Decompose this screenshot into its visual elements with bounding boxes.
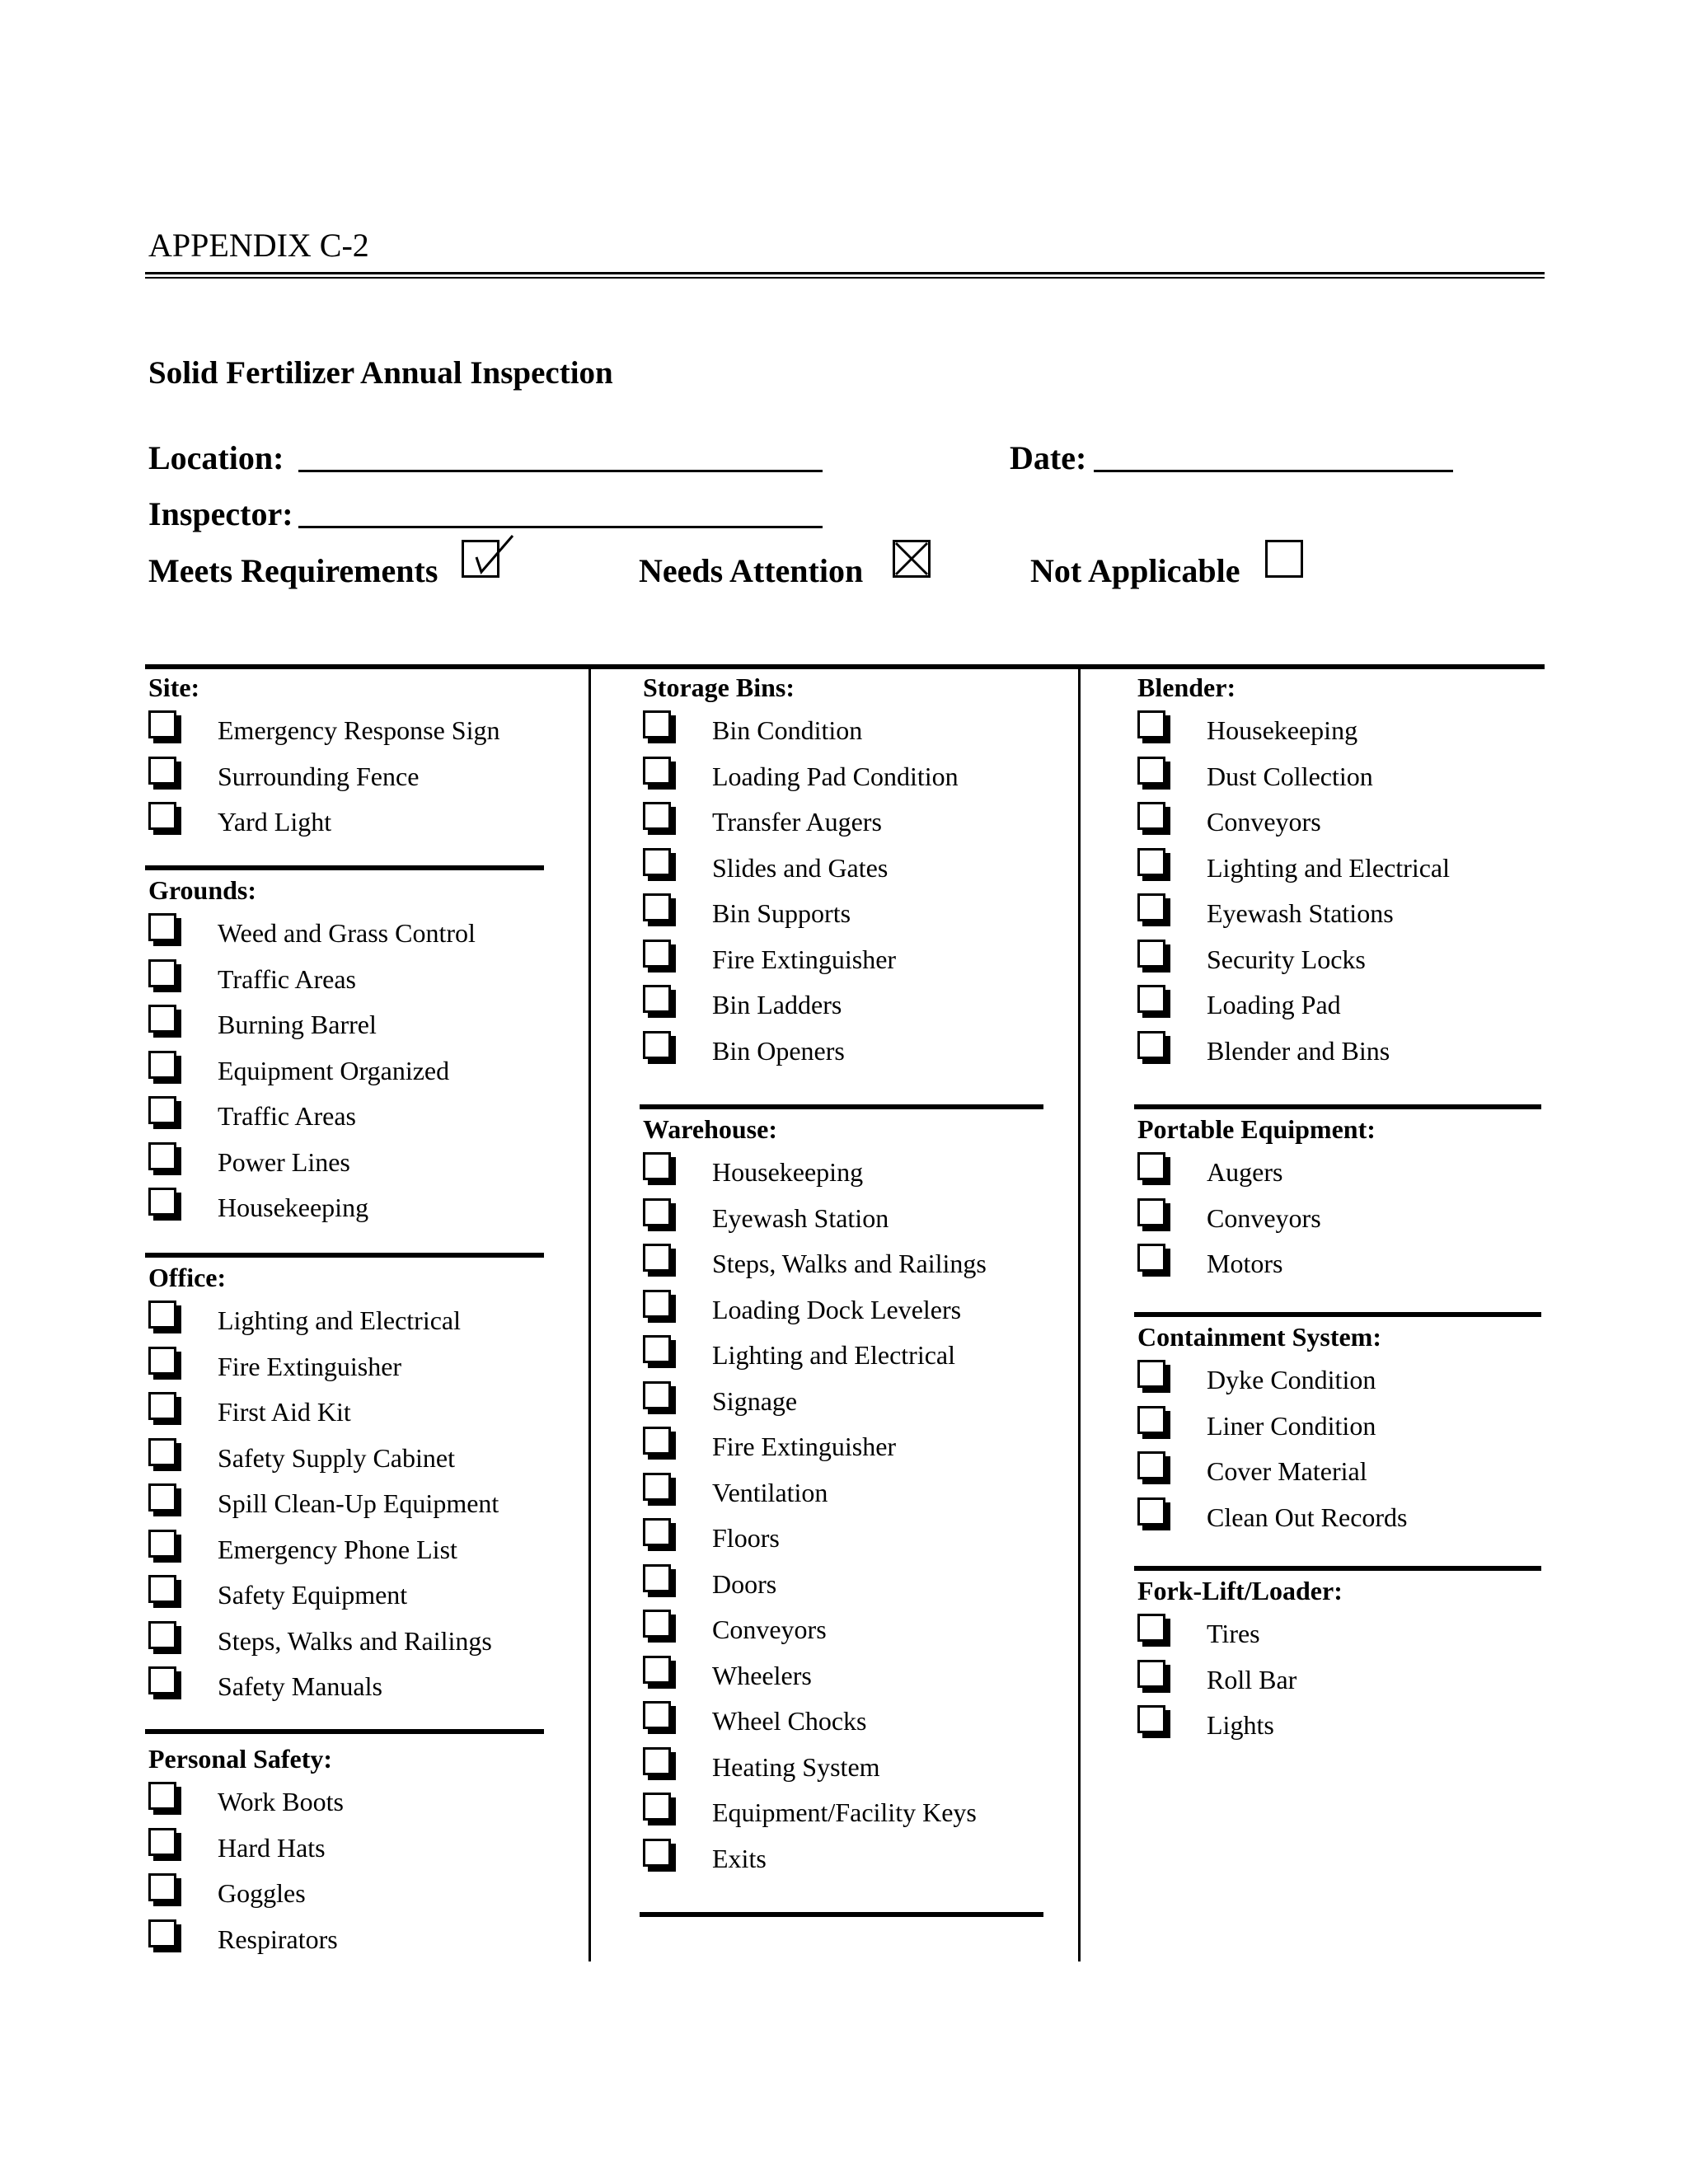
checkbox-icon[interactable] [1137,1614,1165,1642]
checklist-item[interactable]: Burning Barrel [148,1005,544,1051]
date-label: Date: [1010,439,1087,476]
inspector-label: Inspector: [148,495,293,532]
checkbox-icon[interactable] [1137,802,1165,830]
section-grounds [148,870,544,1253]
checkbox-icon[interactable] [643,1839,671,1867]
checkbox-icon[interactable] [1137,1497,1165,1526]
checklist-item[interactable]: Dyke Condition [1137,1360,1541,1406]
section-storage-bins [643,674,1047,1104]
section-title: Site: [148,673,200,702]
checkbox-icon[interactable] [643,1564,671,1592]
checklist-item[interactable]: Spill Clean-Up Equipment [148,1483,544,1530]
checklist-item[interactable]: Roll Bar [1137,1660,1541,1706]
checkbox-icon[interactable] [148,1530,176,1558]
checklist-item[interactable]: Bin Condition [643,710,1047,757]
checklist-item[interactable]: Fire Extinguisher [643,1427,1047,1473]
section-title: Fork-Lift/Loader: [1137,1576,1343,1605]
header-rule-lower [145,277,1545,279]
header-rule [145,272,1545,274]
checklist-item[interactable]: Bin Supports [643,893,1047,940]
checkbox-icon[interactable] [1137,757,1165,785]
checkbox-icon[interactable] [643,893,671,921]
checklist-item[interactable]: Work Boots [148,1782,544,1828]
checkbox-icon[interactable] [1137,1152,1165,1180]
checklist-item[interactable]: Power Lines [148,1142,544,1188]
checklist-item[interactable]: Conveyors [1137,802,1541,848]
section-title: Storage Bins: [643,673,795,702]
checklist-item[interactable]: Lights [1137,1705,1541,1751]
checklist-item[interactable]: Traffic Areas [148,959,544,1005]
checklist-item[interactable]: Safety Equipment [148,1575,544,1621]
checkbox-icon[interactable] [1137,1705,1165,1733]
legend-check-icon [462,540,499,578]
section-rule [640,1912,1043,1917]
section-title: Blender: [1137,673,1236,702]
section-blender [1137,674,1541,1104]
checkbox-icon[interactable] [148,959,176,987]
checklist-item[interactable]: Eyewash Station [643,1198,1047,1244]
checklist-item[interactable]: Liner Condition [1137,1406,1541,1452]
checklist-item[interactable]: Housekeeping [148,1188,544,1234]
checklist-item[interactable]: Conveyors [643,1610,1047,1656]
checklist-item[interactable]: Transfer Augers [643,802,1047,848]
checkbox-icon[interactable] [1137,1360,1165,1388]
checklist-item[interactable]: Safety Manuals [148,1666,544,1713]
checklist-item[interactable]: Steps, Walks and Railings [148,1621,544,1667]
checkbox-icon[interactable] [643,1701,671,1729]
checkbox-icon[interactable] [643,1610,671,1638]
checkbox-icon[interactable] [643,1473,671,1501]
checklist-item[interactable]: Lighting and Electrical [643,1335,1047,1381]
checklist-item[interactable]: Lighting and Electrical [148,1301,544,1347]
checklist-item[interactable]: Fire Extinguisher [148,1347,544,1393]
table-top-rule [145,664,1545,669]
section-personal-safety [148,1734,544,1965]
legend-meets-label: Meets Requirements [148,552,438,589]
checkbox-icon[interactable] [148,1096,176,1124]
checklist-item[interactable]: Blender and Bins [1137,1031,1541,1077]
checkbox-icon[interactable] [148,1005,176,1033]
checklist-item[interactable]: Exits [643,1839,1047,1885]
checkbox-icon[interactable] [1137,1451,1165,1479]
checkbox-icon[interactable] [1137,848,1165,876]
checklist-item[interactable]: Loading Pad Condition [643,757,1047,803]
checkbox-icon[interactable] [643,1031,671,1059]
checkbox-icon[interactable] [1137,985,1165,1013]
checkbox-icon[interactable] [643,985,671,1013]
checkbox-icon[interactable] [1137,710,1165,738]
checklist-item[interactable]: Traffic Areas [148,1096,544,1142]
checklist-item[interactable]: Loading Pad [1137,985,1541,1031]
checkbox-icon[interactable] [643,1198,671,1226]
checkbox-icon[interactable] [1137,940,1165,968]
checkbox-icon[interactable] [643,1381,671,1409]
checklist-item[interactable]: Steps, Walks and Railings [643,1244,1047,1290]
checkbox-icon[interactable] [643,1427,671,1455]
checkbox-icon[interactable] [148,1438,176,1466]
checkbox-icon[interactable] [1137,1660,1165,1688]
checklist-item[interactable]: Cover Material [1137,1451,1541,1497]
checkbox-icon[interactable] [643,1793,671,1821]
checklist-item[interactable]: Lighting and Electrical [1137,848,1541,894]
checkbox-icon[interactable] [148,1347,176,1375]
checkbox-icon[interactable] [643,1518,671,1546]
checkbox-icon[interactable] [148,1392,176,1420]
checkbox-icon[interactable] [148,1873,176,1901]
checklist-item[interactable]: Equipment/Facility Keys [643,1793,1047,1839]
checklist-item[interactable]: Motors [1137,1244,1541,1290]
checklist-item[interactable]: Emergency Phone List [148,1530,544,1576]
checkbox-icon[interactable] [148,802,176,830]
column-2 [643,674,1047,1917]
checklist-item[interactable]: Eyewash Stations [1137,893,1541,940]
checklist-item[interactable]: Bin Ladders [643,985,1047,1031]
section-title: Personal Safety: [148,1744,333,1774]
checklist-item[interactable]: Fire Extinguisher [643,940,1047,986]
checkbox-icon[interactable] [643,1335,671,1363]
date-field[interactable] [1094,470,1453,472]
checkbox-icon[interactable] [643,1656,671,1684]
checkbox-icon[interactable] [148,913,176,941]
section-office [148,1258,544,1729]
checkbox-icon[interactable] [1137,1406,1165,1434]
checkbox-icon[interactable] [148,1188,176,1216]
legend-needs-label: Needs Attention [639,552,864,589]
checkbox-icon[interactable] [148,1142,176,1170]
checklist-item[interactable]: Safety Supply Cabinet [148,1438,544,1484]
checklist-item[interactable]: Clean Out Records [1137,1497,1541,1544]
checkbox-icon[interactable] [148,1051,176,1079]
checklist-item[interactable]: Surrounding Fence [148,757,544,803]
checkbox-icon[interactable] [643,1152,671,1180]
checklist-item[interactable]: Wheelers [643,1656,1047,1702]
checklist-item[interactable]: Tires [1137,1614,1541,1660]
section-warehouse [643,1109,1047,1912]
legend-x-icon [893,540,931,578]
section-fork-lift-loader [1137,1571,1541,1751]
checklist-item[interactable]: Signage [643,1381,1047,1427]
checklist-item[interactable]: Dust Collection [1137,757,1541,803]
legend-empty-icon [1265,540,1303,578]
checkbox-icon[interactable] [643,1244,671,1272]
appendix-label: APPENDIX C-2 [148,227,369,264]
checklist-item[interactable]: Respirators [148,1919,544,1966]
location-label: Location: [148,439,284,476]
document-title: Solid Fertilizer Annual Inspection [148,355,613,391]
checkbox-icon[interactable] [148,1828,176,1856]
checklist-item[interactable]: Slides and Gates [643,848,1047,894]
checklist-item[interactable]: Security Locks [1137,940,1541,986]
checklist-item[interactable]: Equipment Organized [148,1051,544,1097]
section-title: Containment System: [1137,1322,1381,1352]
section-portable-equipment [1137,1109,1541,1312]
checkbox-icon[interactable] [148,1575,176,1603]
checklist-item[interactable]: Housekeeping [643,1152,1047,1198]
checklist-item[interactable]: Emergency Response Sign [148,710,544,757]
checkbox-icon[interactable] [643,710,671,738]
column-divider-2 [1078,668,1081,1961]
checkbox-icon[interactable] [643,1290,671,1318]
checklist-item[interactable]: Augers [1137,1152,1541,1198]
section-title: Office: [148,1263,227,1292]
legend-na-label: Not Applicable [1030,552,1240,589]
checklist-item[interactable]: Weed and Grass Control [148,913,544,959]
section-site [148,674,544,865]
checklist-item[interactable]: Goggles [148,1873,544,1919]
column-1 [148,674,544,1965]
checkbox-icon[interactable] [1137,1198,1165,1226]
checkbox-icon[interactable] [148,1301,176,1329]
checkbox-icon[interactable] [148,1782,176,1810]
checklist-item[interactable]: First Aid Kit [148,1392,544,1438]
checklist-item[interactable]: Conveyors [1137,1198,1541,1244]
inspector-field[interactable] [298,526,823,528]
checkbox-icon[interactable] [148,1621,176,1649]
checkbox-icon[interactable] [148,1483,176,1511]
checkbox-icon[interactable] [643,757,671,785]
checkbox-icon[interactable] [643,802,671,830]
checkbox-icon[interactable] [1137,1244,1165,1272]
checklist-item[interactable]: Ventilation [643,1473,1047,1519]
checklist-item[interactable]: Hard Hats [148,1828,544,1874]
checklist-item[interactable]: Housekeeping [1137,710,1541,757]
column-3 [1137,674,1541,1751]
checkbox-icon[interactable] [643,1747,671,1775]
checkbox-icon[interactable] [643,848,671,876]
checklist-item[interactable]: Bin Openers [643,1031,1047,1077]
section-title: Warehouse: [643,1114,777,1144]
checkbox-icon[interactable] [148,757,176,785]
column-divider-1 [588,668,591,1961]
checkbox-icon[interactable] [1137,893,1165,921]
checklist-item[interactable]: Floors [643,1518,1047,1564]
section-title: Grounds: [148,875,257,905]
checkbox-icon[interactable] [1137,1031,1165,1059]
section-containment-system [1137,1317,1541,1566]
checkbox-icon[interactable] [148,710,176,738]
checklist-item[interactable]: Doors [643,1564,1047,1610]
checkbox-icon[interactable] [643,940,671,968]
checklist-item[interactable]: Loading Dock Levelers [643,1290,1047,1336]
checkbox-icon[interactable] [148,1919,176,1947]
checklist-item[interactable]: Heating System [643,1747,1047,1793]
checklist-item[interactable]: Wheel Chocks [643,1701,1047,1747]
checkbox-icon[interactable] [148,1666,176,1694]
location-field[interactable] [298,470,823,472]
section-title: Portable Equipment: [1137,1114,1376,1144]
checklist-item[interactable]: Yard Light [148,802,544,848]
